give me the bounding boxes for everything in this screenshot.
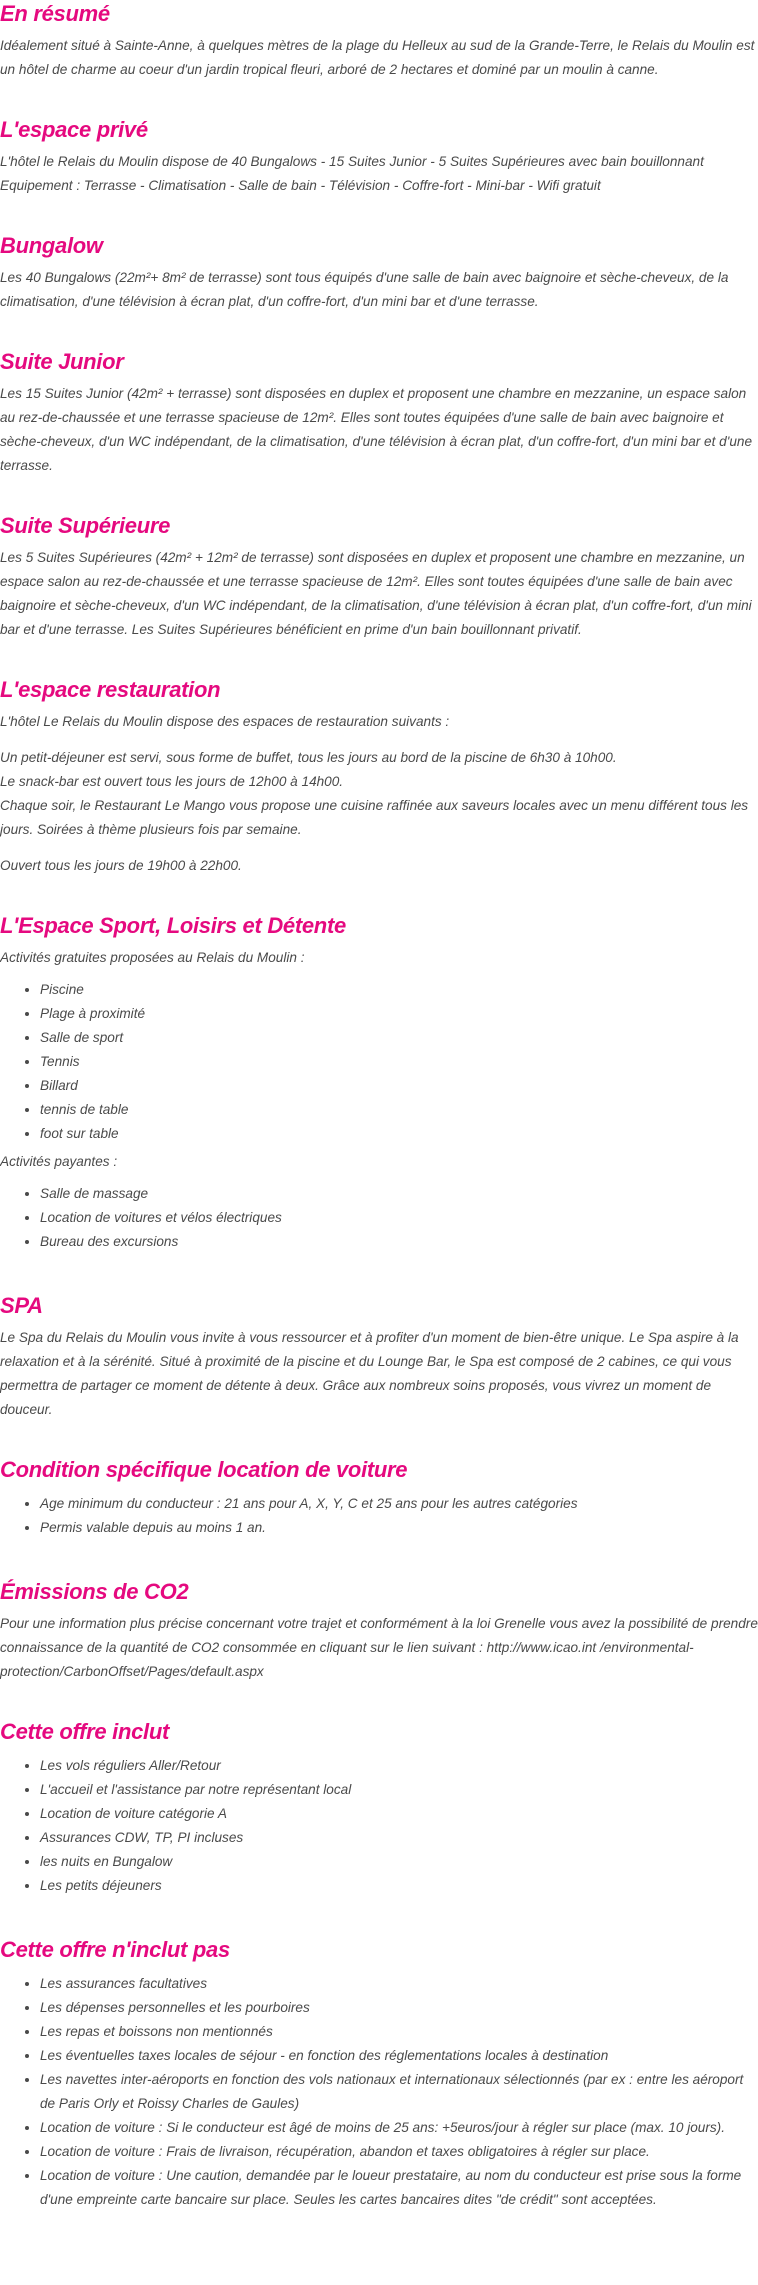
section-text: Le Spa du Relais du Moulin vous invite à vous ressourcer et à profiter d'un moment de bien-être unique. Le Spa aspire à la relaxation et à la sérénité. Situé à proximité de la piscine et du Lounge Bar, le Spa est composé de 2 cabines, ce qui vous permettra de partager ce moment de détente à deux. Grâce aux nombreux soins proposés, vous vivrez un moment de douceur.	[0, 1330, 739, 1417]
section-text: Ouvert tous les jours de 19h00 à 22h00.	[0, 858, 242, 873]
paid-activities-list	[0, 1182, 758, 1254]
section-spa	[0, 1292, 758, 1422]
section-offre-inclut	[0, 1718, 758, 1898]
list-item: • Location de voiture catégorie A	[40, 1802, 758, 1826]
section-bungalow	[0, 232, 758, 314]
list-item: • Les navettes inter-aéroports en fonction des vols nationaux et internationaux sélectionnés (par ex : entre les aéroport de Paris Orly et Roissy Charles de Gaules)	[40, 2068, 758, 2116]
section-title: Bungalow	[0, 233, 103, 258]
section-title: En résumé	[0, 1, 110, 26]
section-text: Les 40 Bungalows (22m²+ 8m² de terrasse) sont tous équipés d'une salle de bain avec baignoire et sèche-cheveux, de la climatisation, d'une télévision à écran plat, d'un coffre-fort, d'un mini bar et d'une terrasse.	[0, 270, 729, 309]
section-title: L'espace privé	[0, 117, 148, 142]
section-restauration	[0, 676, 758, 878]
list-item: • Tennis	[40, 1050, 758, 1074]
list-item: • Assurances CDW, TP, PI incluses	[40, 1826, 758, 1850]
list-item: • Location de voitures et vélos électriques	[40, 1206, 758, 1230]
list-item: • Les éventuelles taxes locales de séjour - en fonction des réglementations locales à destination	[40, 2044, 758, 2068]
section-text: L'hôtel le Relais du Moulin dispose de 40 Bungalows - 15 Suites Junior - 5 Suites Supérieures avec bain bouillonnant	[0, 154, 704, 169]
section-title: L'espace restauration	[0, 677, 221, 702]
list-item: • les nuits en Bungalow	[40, 1850, 758, 1874]
list-item: • L'accueil et l'assistance par notre représentant local	[40, 1778, 758, 1802]
list-item: • Piscine	[40, 978, 758, 1002]
section-title: SPA	[0, 1293, 43, 1318]
list-item: • Les petits déjeuners	[40, 1874, 758, 1898]
list-item: • Plage à proximité	[40, 1002, 758, 1026]
list-item: • Salle de sport	[40, 1026, 758, 1050]
list-item: • Les dépenses personnelles et les pourboires	[40, 1996, 758, 2020]
list-item: • Salle de massage	[40, 1182, 758, 1206]
section-offre-exclut	[0, 1936, 758, 2212]
section-co2	[0, 1578, 758, 1684]
section-text: Le snack-bar est ouvert tous les jours de 12h00 à 14h00.	[0, 774, 344, 789]
section-title: Suite Supérieure	[0, 513, 171, 538]
section-text: Idéalement situé à Sainte-Anne, à quelques mètres de la plage du Helleux au sud de la Grande-Terre, le Relais du Moulin est un hôtel de charme au coeur d'un jardin tropical fleuri, arboré de 2 hectares et dominé par un moulin à canne.	[0, 38, 755, 77]
section-sport	[0, 912, 758, 1254]
list-item: • Location de voiture : Frais de livraison, récupération, abandon et taxes obligatoires à régler sur place.	[40, 2140, 758, 2164]
section-text: Chaque soir, le Restaurant Le Mango vous propose une cuisine raffinée aux saveurs locales avec un menu différent tous les jours. Soirées à thème plusieurs fois par semaine.	[0, 798, 749, 837]
section-text: L'hôtel Le Relais du Moulin dispose des espaces de restauration suivants :	[0, 714, 450, 729]
included-list	[0, 1754, 758, 1898]
section-text: Activités payantes :	[0, 1154, 118, 1169]
section-title: Condition spécifique location de voiture	[0, 1457, 408, 1482]
list-item: • Location de voiture : Une caution, demandée par le loueur prestataire, au nom du conducteur est prise sous la forme d'une empreinte carte bancaire sur place. Seules les cartes bancaires dites "de crédit" sont acceptées.	[40, 2164, 758, 2212]
list-item: • Age minimum du conducteur : 21 ans pour A, X, Y, C et 25 ans pour les autres catégories	[40, 1492, 758, 1516]
car-conditions-list	[0, 1492, 758, 1540]
section-title: Suite Junior	[0, 349, 124, 374]
section-title: L'Espace Sport, Loisirs et Détente	[0, 913, 346, 938]
section-suite-superieure	[0, 512, 758, 642]
list-item: • Les assurances facultatives	[40, 1972, 758, 1996]
section-text: Pour une information plus précise concernant votre trajet et conformément à la loi Grenelle vous avez la possibilité de prendre connaissance de la quantité de CO2 consommée en cliquant sur le lien suivant : http://www.icao.int /environmental-protection/CarbonOffset/Pages/default.aspx	[0, 1616, 758, 1679]
list-item: • Billard	[40, 1074, 758, 1098]
section-espace-prive	[0, 116, 758, 198]
section-text: Activités gratuites proposées au Relais du Moulin :	[0, 950, 305, 965]
section-text: Equipement : Terrasse - Climatisation - Salle de bain - Télévision - Coffre-fort - Mini-bar - Wifi gratuit	[0, 178, 601, 193]
section-suite-junior	[0, 348, 758, 478]
list-item: • Bureau des excursions	[40, 1230, 758, 1254]
free-activities-list	[0, 978, 758, 1146]
section-title: Cette offre inclut	[0, 1719, 169, 1744]
section-text: Les 15 Suites Junior (42m² + terrasse) sont disposées en duplex et proposent une chambre en mezzanine, un espace salon au rez-de-chaussée et une terrasse spacieuse de 12m². Elles sont toutes équipées d'une salle de bain avec baignoire et sèche-cheveux, d'un WC indépendant, de la climatisation, d'une télévision à écran plat, d'un coffre-fort, d'un mini bar et d'une terrasse.	[0, 386, 753, 473]
list-item: • Location de voiture : Si le conducteur est âgé de moins de 25 ans: +5euros/jour à régler sur place (max. 10 jours).	[40, 2116, 758, 2140]
section-location-voiture	[0, 1456, 758, 1540]
list-item: • foot sur table	[40, 1122, 758, 1146]
section-text: Les 5 Suites Supérieures (42m² + 12m² de terrasse) sont disposées en duplex et proposent une chambre en mezzanine, un espace salon au rez-de-chaussée et une terrasse spacieuse de 12m². Elles sont toutes équipées d'une salle de bain avec baignoire et sèche-cheveux, d'un WC indépendant, de la climatisation, d'une télévision à écran plat, d'un coffre-fort, d'un mini bar et d'une terrasse. Les Suites Supérieures bénéficient en prime d'un bain bouillonnant privatif.	[0, 550, 752, 637]
excluded-list	[0, 1972, 758, 2212]
section-title: Cette offre n'inclut pas	[0, 1937, 230, 1962]
section-text: Un petit-déjeuner est servi, sous forme de buffet, tous les jours au bord de la piscine de 6h30 à 10h00.	[0, 750, 617, 765]
list-item: • Les repas et boissons non mentionnés	[40, 2020, 758, 2044]
list-item: • Les vols réguliers Aller/Retour	[40, 1754, 758, 1778]
list-item: • tennis de table	[40, 1098, 758, 1122]
list-item: • Permis valable depuis au moins 1 an.	[40, 1516, 758, 1540]
section-title: Émissions de CO2	[0, 1579, 189, 1604]
section-resume	[0, 0, 758, 82]
